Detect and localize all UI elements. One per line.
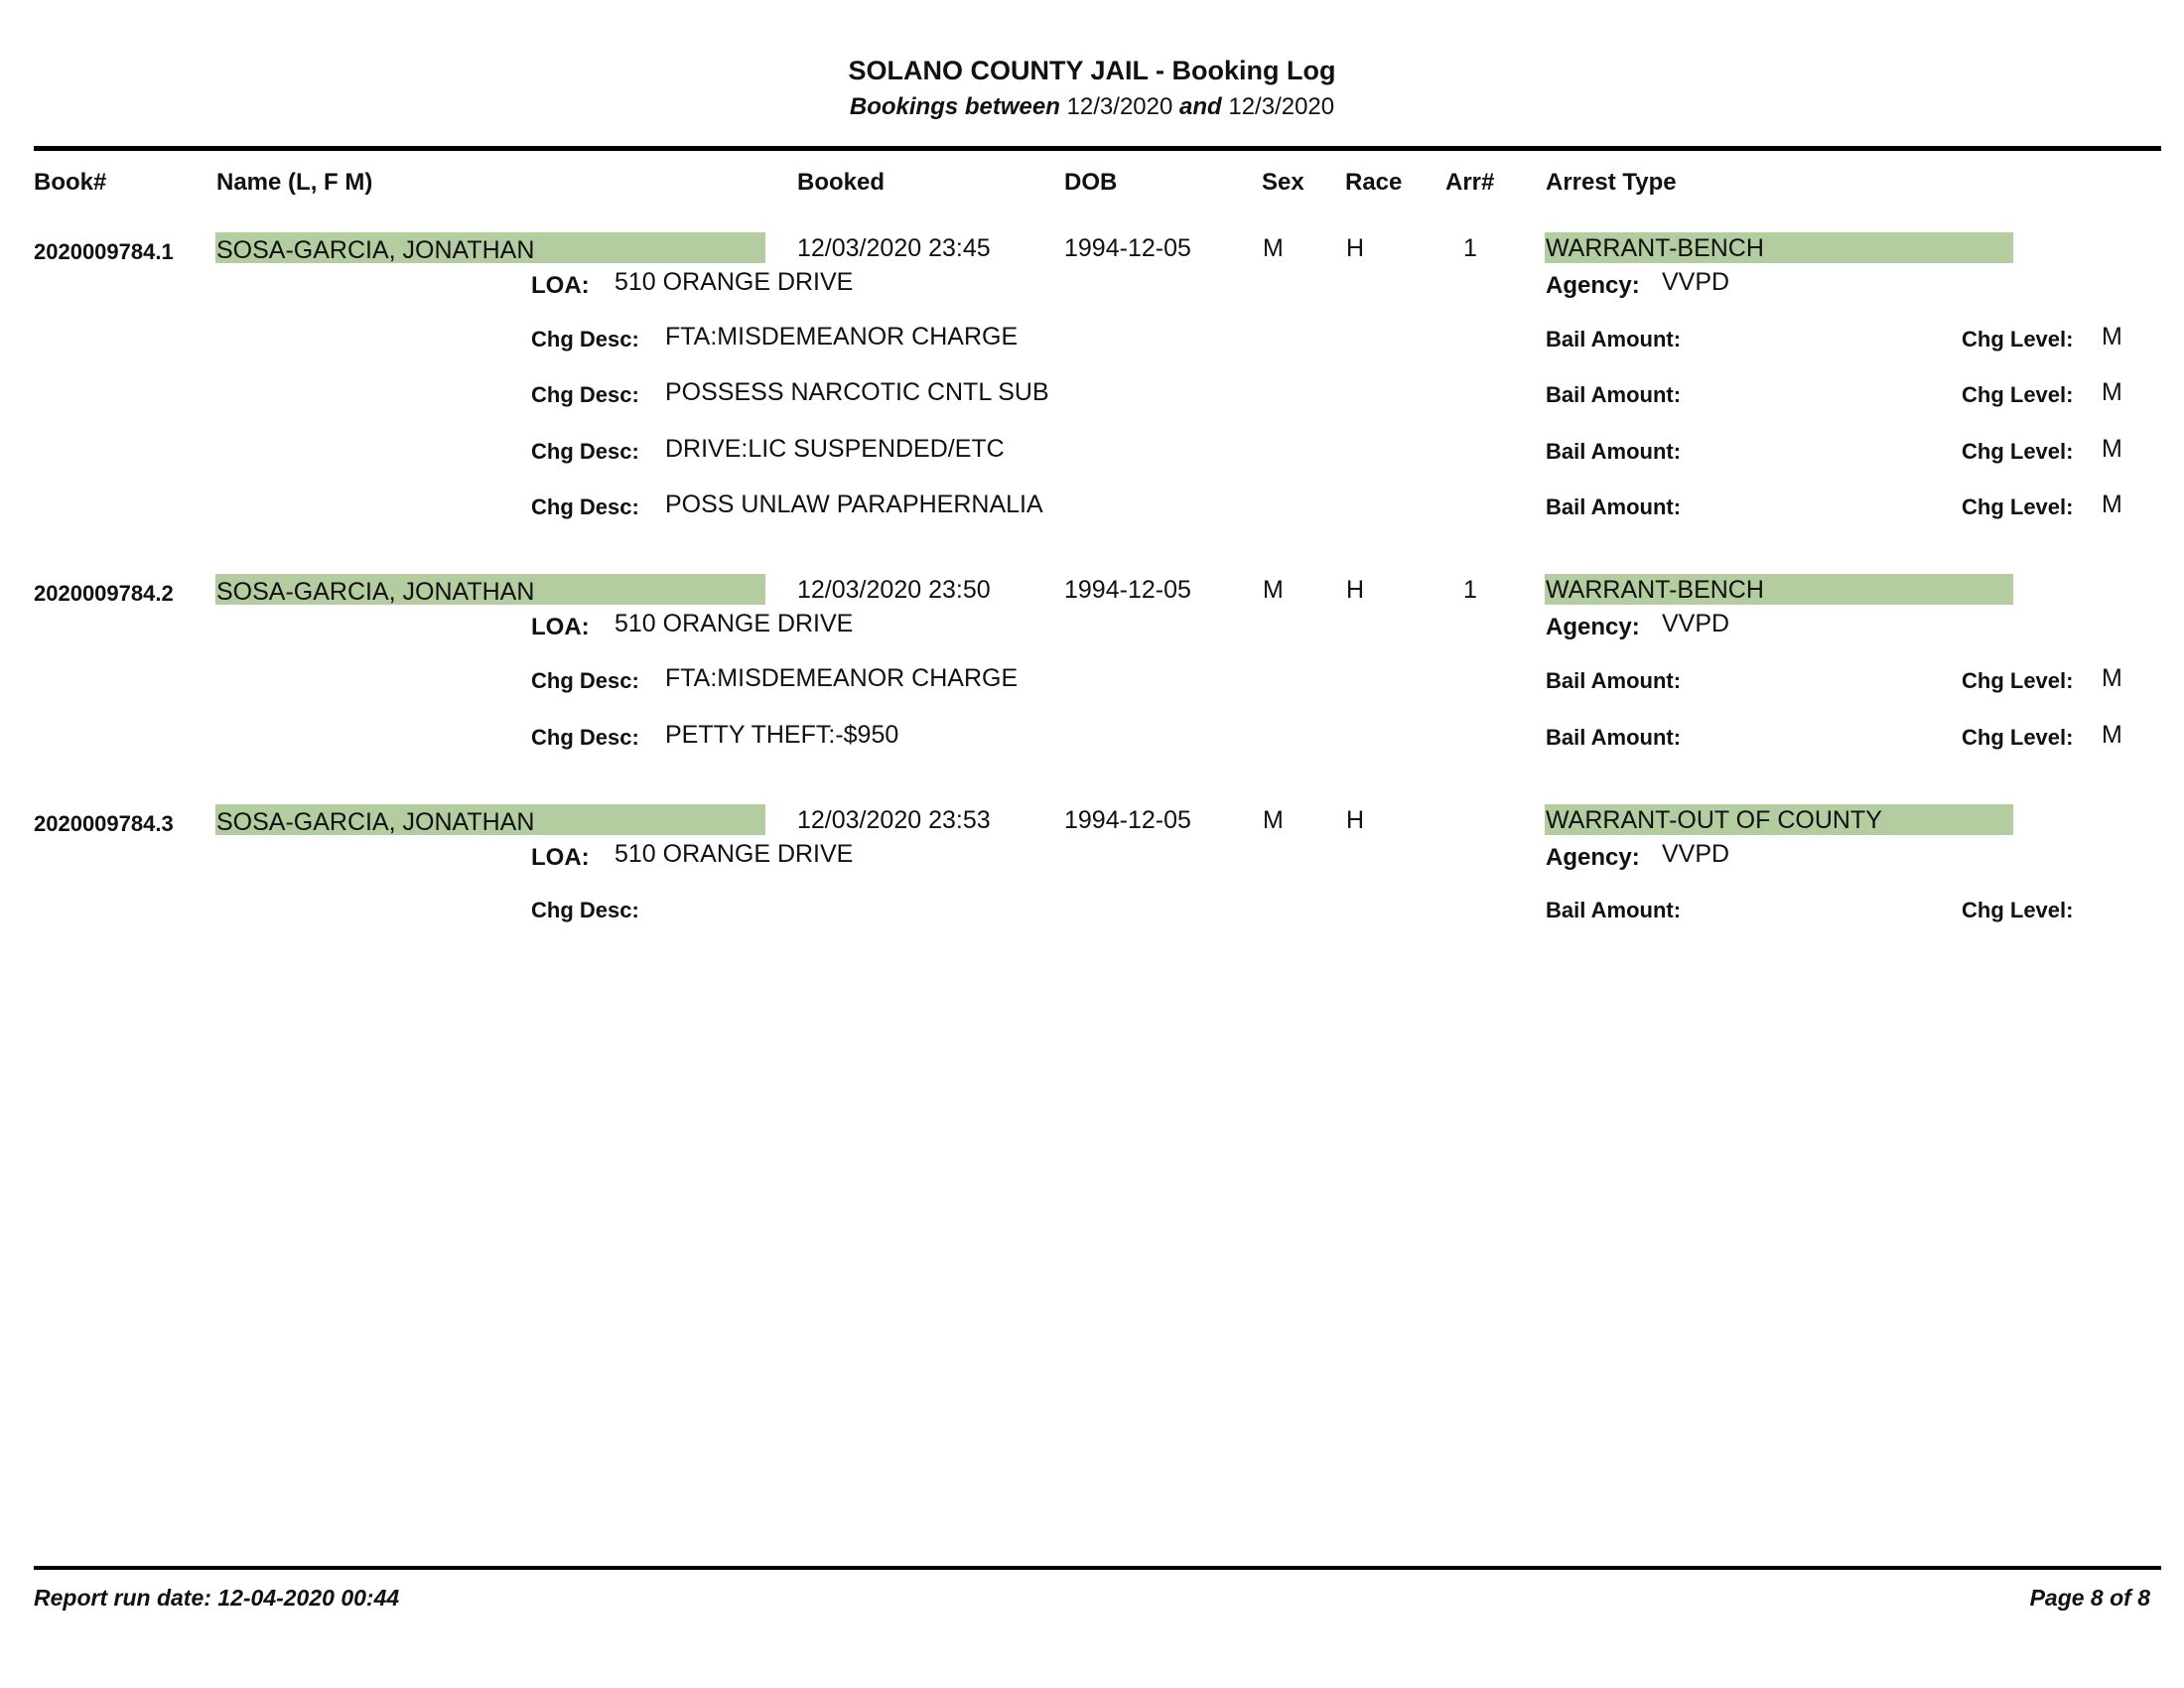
agency-label: Agency:	[1546, 844, 1640, 871]
chg-desc-label: Chg Desc:	[531, 439, 639, 464]
bail-amount-label: Bail Amount:	[1546, 439, 1682, 464]
chg-desc-label: Chg Desc:	[531, 494, 639, 519]
loa-value: 510 ORANGE DRIVE	[614, 840, 854, 868]
agency-value: VVPD	[1662, 610, 1730, 637]
bail-amount-label: Bail Amount:	[1546, 725, 1682, 750]
column-header-name: Name (L, F M)	[216, 169, 373, 196]
booking-number: 2020009784.2	[34, 581, 174, 606]
agency-label: Agency:	[1546, 272, 1640, 299]
bail-amount-label: Bail Amount:	[1546, 668, 1682, 693]
column-header-dob: DOB	[1064, 169, 1118, 196]
column-header-book: Book#	[34, 169, 107, 196]
inmate-name: SOSA-GARCIA, JONATHAN	[216, 236, 535, 264]
chg-desc-value: POSS UNLAW PARAPHERNALIA	[665, 491, 1043, 518]
chg-desc-label: Chg Desc:	[531, 725, 639, 750]
chg-level-label: Chg Level:	[1962, 327, 2074, 352]
column-header-race: Race	[1345, 169, 1403, 196]
subtitle-to-date: 12/3/2020	[1228, 93, 1335, 120]
loa-value: 510 ORANGE DRIVE	[614, 268, 854, 296]
arrest-type: WARRANT-OUT OF COUNTY	[1546, 806, 1882, 834]
date-of-birth: 1994-12-05	[1064, 576, 1191, 604]
arrest-type: WARRANT-BENCH	[1546, 576, 1764, 604]
booked-datetime: 12/03/2020 23:45	[797, 234, 991, 262]
agency-value: VVPD	[1662, 840, 1730, 868]
loa-label: LOA:	[531, 614, 590, 640]
race-value: H	[1346, 806, 1365, 834]
chg-desc-value: DRIVE:LIC SUSPENDED/ETC	[665, 435, 1005, 463]
chg-level-label: Chg Level:	[1962, 382, 2074, 407]
arrest-type: WARRANT-BENCH	[1546, 234, 1764, 262]
chg-desc-label: Chg Desc:	[531, 898, 639, 922]
race-value: H	[1346, 234, 1365, 262]
subtitle-and: and	[1179, 93, 1222, 120]
loa-label: LOA:	[531, 272, 590, 299]
column-header-arr: Arr#	[1445, 169, 1495, 196]
bail-amount-label: Bail Amount:	[1546, 327, 1682, 352]
bail-amount-label: Bail Amount:	[1546, 494, 1682, 519]
loa-label: LOA:	[531, 844, 590, 871]
inmate-name: SOSA-GARCIA, JONATHAN	[216, 578, 535, 606]
column-header-arrest-type: Arrest Type	[1546, 169, 1677, 196]
chg-desc-label: Chg Desc:	[531, 382, 639, 407]
chg-desc-value: POSSESS NARCOTIC CNTL SUB	[665, 378, 1049, 406]
chg-level-label: Chg Level:	[1962, 898, 2074, 922]
column-header-booked: Booked	[797, 169, 886, 196]
chg-level-value: M	[2102, 435, 2122, 463]
header-divider	[34, 146, 2161, 151]
chg-level-value: M	[2102, 664, 2122, 692]
chg-level-label: Chg Level:	[1962, 668, 2074, 693]
chg-desc-value: PETTY THEFT:-$950	[665, 721, 899, 749]
report-run-date: Report run date: 12-04-2020 00:44	[34, 1585, 400, 1611]
booked-datetime: 12/03/2020 23:50	[797, 576, 991, 604]
booking-number: 2020009784.3	[34, 811, 174, 836]
chg-level-value: M	[2102, 323, 2122, 351]
agency-label: Agency:	[1546, 614, 1640, 640]
sex-value: M	[1263, 806, 1284, 834]
chg-level-value: M	[2102, 378, 2122, 406]
column-header-sex: Sex	[1262, 169, 1304, 196]
chg-desc-value: FTA:MISDEMEANOR CHARGE	[665, 323, 1019, 351]
agency-value: VVPD	[1662, 268, 1730, 296]
date-of-birth: 1994-12-05	[1064, 806, 1191, 834]
chg-desc-label: Chg Desc:	[531, 668, 639, 693]
race-value: H	[1346, 576, 1365, 604]
chg-level-value: M	[2102, 491, 2122, 518]
chg-level-label: Chg Level:	[1962, 439, 2074, 464]
bail-amount-label: Bail Amount:	[1546, 382, 1682, 407]
footer-divider	[34, 1566, 2161, 1570]
report-title: SOLANO COUNTY JAIL - Booking Log	[848, 56, 1336, 85]
chg-desc-label: Chg Desc:	[531, 327, 639, 352]
chg-level-label: Chg Level:	[1962, 494, 2074, 519]
date-of-birth: 1994-12-05	[1064, 234, 1191, 262]
chg-desc-value: FTA:MISDEMEANOR CHARGE	[665, 664, 1019, 692]
sex-value: M	[1263, 234, 1284, 262]
booked-datetime: 12/03/2020 23:53	[797, 806, 991, 834]
booking-number: 2020009784.1	[34, 239, 174, 264]
page-number: Page 8 of 8	[2029, 1585, 2150, 1611]
subtitle-from-date: 12/3/2020	[1066, 93, 1173, 120]
inmate-name: SOSA-GARCIA, JONATHAN	[216, 808, 535, 836]
bail-amount-label: Bail Amount:	[1546, 898, 1682, 922]
report-subtitle	[0, 93, 2184, 121]
subtitle-prefix: Bookings between	[849, 93, 1060, 120]
chg-level-label: Chg Level:	[1962, 725, 2074, 750]
sex-value: M	[1263, 576, 1284, 604]
chg-level-value: M	[2102, 721, 2122, 749]
loa-value: 510 ORANGE DRIVE	[614, 610, 854, 637]
arrest-number: 1	[1463, 576, 1477, 604]
arrest-number: 1	[1463, 234, 1477, 262]
